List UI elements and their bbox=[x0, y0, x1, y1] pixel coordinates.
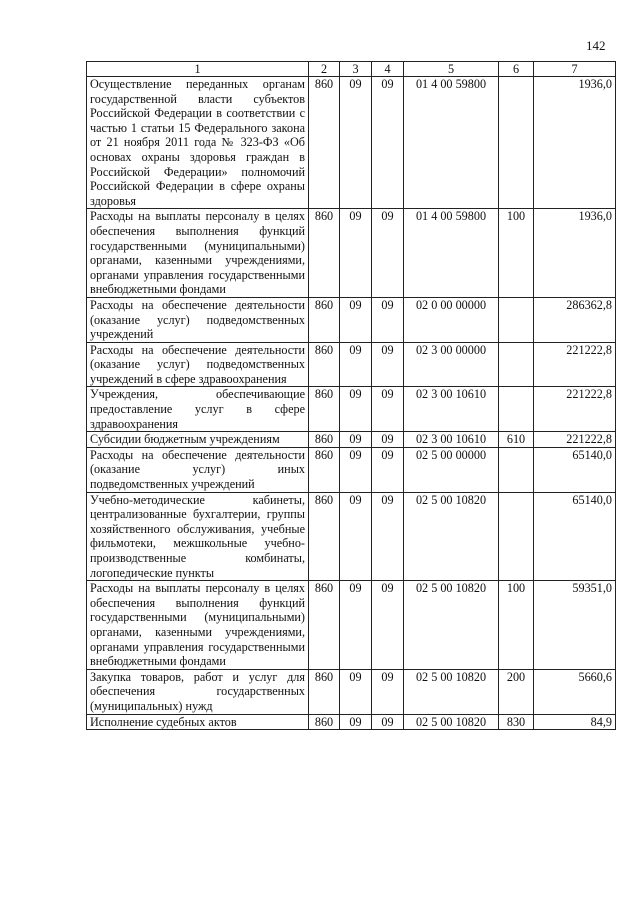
expense-type-code: 100 bbox=[499, 209, 534, 298]
table-row bbox=[87, 714, 616, 730]
col-header-6: 6 bbox=[499, 62, 534, 77]
ministry-code: 860 bbox=[309, 387, 340, 432]
amount: 65140,0 bbox=[534, 492, 616, 581]
section-code: 09 bbox=[340, 447, 372, 492]
subsection-code: 09 bbox=[372, 714, 404, 730]
section-code: 09 bbox=[340, 342, 372, 387]
row-description: Расходы на выплаты персоналу в целях обеспечения выполнения функций государственными (муниципальными) органами, казенными учреждениями, органами управления государственными внебюджетными фондами bbox=[87, 209, 309, 298]
subsection-code: 09 bbox=[372, 581, 404, 670]
expense-type-code: 830 bbox=[499, 714, 534, 730]
ministry-code: 860 bbox=[309, 209, 340, 298]
target-article-code: 02 5 00 10820 bbox=[404, 669, 499, 714]
col-header-4: 4 bbox=[372, 62, 404, 77]
ministry-code: 860 bbox=[309, 432, 340, 448]
ministry-code: 860 bbox=[309, 297, 340, 342]
section-code: 09 bbox=[340, 387, 372, 432]
subsection-code: 09 bbox=[372, 297, 404, 342]
col-header-3: 3 bbox=[340, 62, 372, 77]
page-number: 142 bbox=[586, 38, 606, 53]
table-row bbox=[87, 581, 616, 670]
section-code: 09 bbox=[340, 669, 372, 714]
table-row bbox=[87, 447, 616, 492]
col-header-1: 1 bbox=[87, 62, 309, 77]
subsection-code: 09 bbox=[372, 387, 404, 432]
table-row bbox=[87, 77, 616, 209]
row-description: Учебно-методические кабинеты, централизованные бухгалтерии, группы хозяйственного обслуживания, учебные фильмотеки, межшкольные учебно-производственные комбинаты, логопедические пункты bbox=[87, 492, 309, 581]
expense-type-code: 610 bbox=[499, 432, 534, 448]
target-article-code: 02 3 00 10610 bbox=[404, 387, 499, 432]
expense-type-code: 200 bbox=[499, 669, 534, 714]
amount: 1936,0 bbox=[534, 209, 616, 298]
subsection-code: 09 bbox=[372, 492, 404, 581]
section-code: 09 bbox=[340, 492, 372, 581]
expense-type-code: 100 bbox=[499, 581, 534, 670]
budget-table bbox=[86, 61, 616, 730]
header-row bbox=[87, 62, 616, 77]
expense-type-code bbox=[499, 387, 534, 432]
ministry-code: 860 bbox=[309, 714, 340, 730]
expense-type-code bbox=[499, 492, 534, 581]
subsection-code: 09 bbox=[372, 342, 404, 387]
amount: 84,9 bbox=[534, 714, 616, 730]
table-row bbox=[87, 492, 616, 581]
section-code: 09 bbox=[340, 209, 372, 298]
row-description: Осуществление переданных органам государственной власти субъектов Российской Федерации в соответствии с частью 1 статьи 15 Федерального закона от 21 ноября 2011 года № 323-ФЗ «Об основах охраны здоровья граждан в Российской Федерации» полномочий Российской Федерации в сфере охраны здоровья bbox=[87, 77, 309, 209]
target-article-code: 02 5 00 00000 bbox=[404, 447, 499, 492]
row-description: Учреждения, обеспечивающие предоставление услуг в сфере здравоохранения bbox=[87, 387, 309, 432]
row-description: Исполнение судебных актов bbox=[87, 714, 309, 730]
row-description: Закупка товаров, работ и услуг для обеспечения государственных (муниципальных) нужд bbox=[87, 669, 309, 714]
row-description: Расходы на выплаты персоналу в целях обеспечения выполнения функций государственными (муниципальными) органами, казенными учреждениями, органами управления государственными внебюджетными фондами bbox=[87, 581, 309, 670]
amount: 1936,0 bbox=[534, 77, 616, 209]
row-description: Расходы на обеспечение деятельности (оказание услуг) иных подведомственных учреждений bbox=[87, 447, 309, 492]
section-code: 09 bbox=[340, 714, 372, 730]
expense-type-code bbox=[499, 447, 534, 492]
amount: 221222,8 bbox=[534, 432, 616, 448]
row-description: Расходы на обеспечение деятельности (оказание услуг) подведомственных учреждений в сфере здравоохранения bbox=[87, 342, 309, 387]
col-header-7: 7 bbox=[534, 62, 616, 77]
col-header-2: 2 bbox=[309, 62, 340, 77]
table-row bbox=[87, 209, 616, 298]
subsection-code: 09 bbox=[372, 447, 404, 492]
section-code: 09 bbox=[340, 432, 372, 448]
row-description: Субсидии бюджетным учреждениям bbox=[87, 432, 309, 448]
table-row bbox=[87, 387, 616, 432]
ministry-code: 860 bbox=[309, 447, 340, 492]
ministry-code: 860 bbox=[309, 342, 340, 387]
expense-type-code bbox=[499, 297, 534, 342]
target-article-code: 02 0 00 00000 bbox=[404, 297, 499, 342]
amount: 59351,0 bbox=[534, 581, 616, 670]
section-code: 09 bbox=[340, 581, 372, 670]
target-article-code: 01 4 00 59800 bbox=[404, 77, 499, 209]
amount: 221222,8 bbox=[534, 342, 616, 387]
target-article-code: 02 3 00 10610 bbox=[404, 432, 499, 448]
ministry-code: 860 bbox=[309, 492, 340, 581]
row-description: Расходы на обеспечение деятельности (оказание услуг) подведомственных учреждений bbox=[87, 297, 309, 342]
ministry-code: 860 bbox=[309, 669, 340, 714]
subsection-code: 09 bbox=[372, 209, 404, 298]
table-row bbox=[87, 432, 616, 448]
subsection-code: 09 bbox=[372, 669, 404, 714]
amount: 65140,0 bbox=[534, 447, 616, 492]
section-code: 09 bbox=[340, 297, 372, 342]
target-article-code: 02 5 00 10820 bbox=[404, 714, 499, 730]
table-row bbox=[87, 297, 616, 342]
subsection-code: 09 bbox=[372, 77, 404, 209]
amount: 5660,6 bbox=[534, 669, 616, 714]
expense-type-code bbox=[499, 77, 534, 209]
ministry-code: 860 bbox=[309, 581, 340, 670]
col-header-5: 5 bbox=[404, 62, 499, 77]
expense-type-code bbox=[499, 342, 534, 387]
amount: 221222,8 bbox=[534, 387, 616, 432]
target-article-code: 01 4 00 59800 bbox=[404, 209, 499, 298]
target-article-code: 02 5 00 10820 bbox=[404, 581, 499, 670]
subsection-code: 09 bbox=[372, 432, 404, 448]
table-row bbox=[87, 669, 616, 714]
ministry-code: 860 bbox=[309, 77, 340, 209]
target-article-code: 02 3 00 00000 bbox=[404, 342, 499, 387]
table-row bbox=[87, 342, 616, 387]
amount: 286362,8 bbox=[534, 297, 616, 342]
target-article-code: 02 5 00 10820 bbox=[404, 492, 499, 581]
section-code: 09 bbox=[340, 77, 372, 209]
